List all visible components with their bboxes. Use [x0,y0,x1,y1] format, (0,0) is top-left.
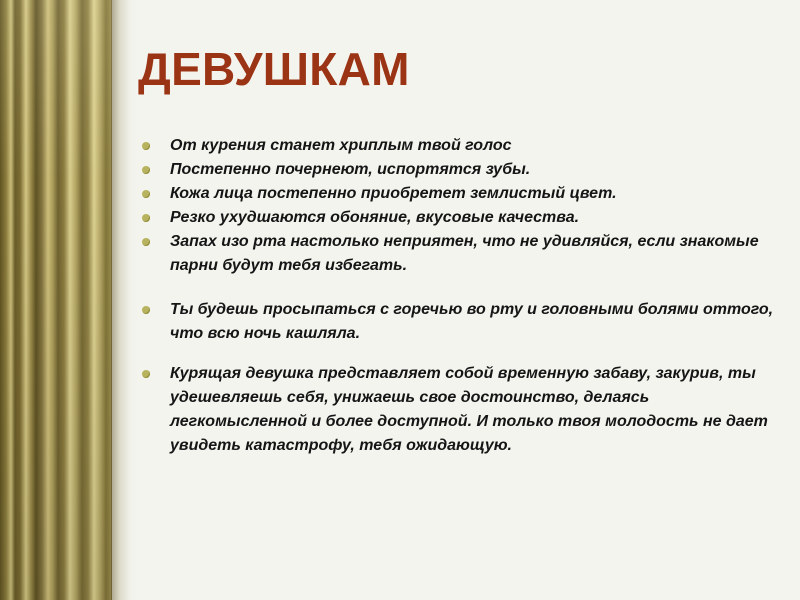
border-shadow [112,0,138,600]
slide-title: ДЕВУШКАМ [138,43,410,95]
bullet-text: Ты будешь просыпаться с горечью во рту и головными болями оттого, что всю ночь кашляла. [170,301,774,342]
bullet-dot-icon [142,142,150,150]
bullet-dot-icon [142,166,150,174]
bullet-text: Резко ухудшаются обоняние, вкусовые качества. [170,209,580,226]
bullet-item-headache [138,298,778,346]
bullet-dot-icon [142,306,150,314]
bullet-dot-icon [142,190,150,198]
bullet-list [138,134,778,458]
bullet-text: Курящая девушка представляет собой временную забаву, закурив, ты удешевляешь себя, унижаешь свое достоинство, делаясь легкомысленной и более доступной. И только твоя молодость не дает увидеть катастрофу, тебя ожидающую. [170,365,768,454]
bullet-text: Запах изо рта настолько неприятен, что не удивляйся, если знакомые парни будут тебя избегать. [170,233,759,274]
decorative-gold-border [0,0,112,600]
bullet-text: Кожа лица постепенно приобретет землистый цвет. [170,185,617,202]
bullet-text: Постепенно почернеют, испортятся зубы. [170,161,531,178]
bullet-item-senses [138,206,778,230]
bullet-item-dignity [138,362,778,458]
bullet-text: От курения станет хриплым твой голос [170,137,512,154]
bullet-item-skin [138,182,778,206]
bullet-item-voice [138,134,778,158]
bullet-item-teeth [138,158,778,182]
bullet-dot-icon [142,214,150,222]
bullet-dot-icon [142,370,150,378]
bullet-dot-icon [142,238,150,246]
bullet-item-breath [138,230,778,278]
